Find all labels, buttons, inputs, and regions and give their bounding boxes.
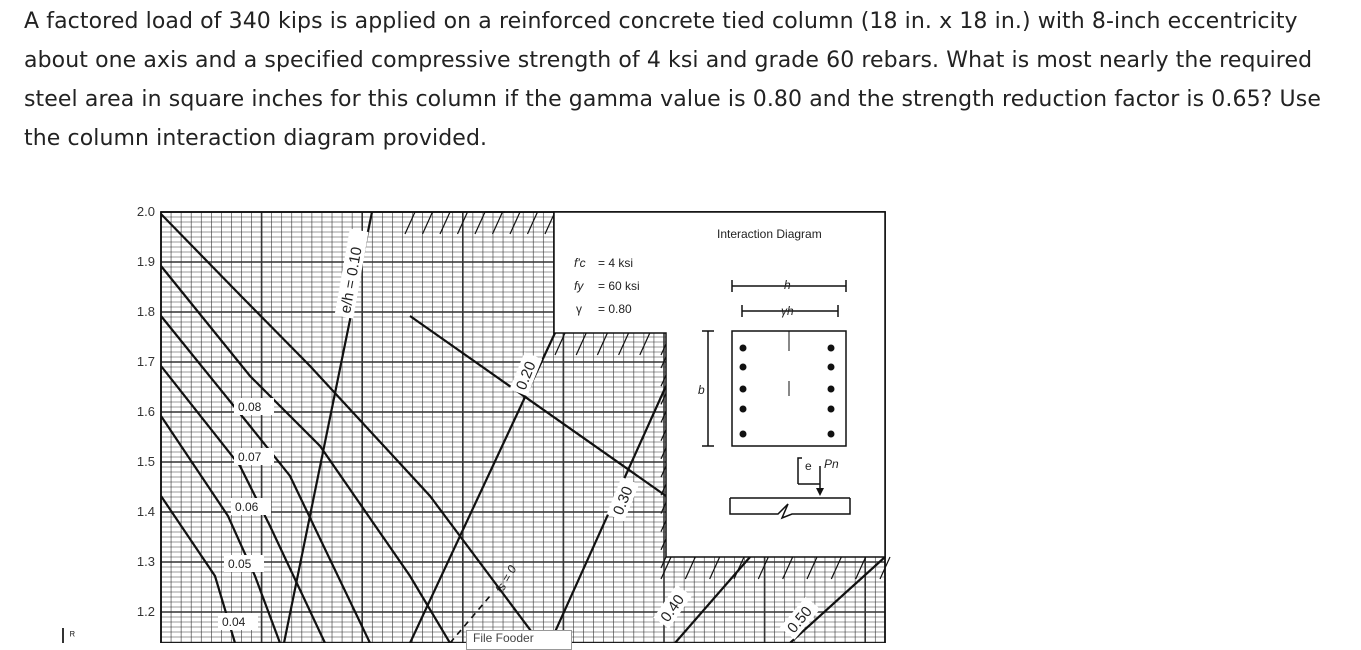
hatch-mark — [758, 557, 768, 579]
interaction-diagram-chart — [110, 196, 900, 643]
param-fc-value: = 4 ksi — [598, 256, 634, 270]
y-axis-stub-label: ᴿ — [70, 630, 75, 642]
eh-label: 0.40 — [657, 591, 689, 626]
y-tick-label: 1.4 — [136, 504, 155, 519]
y-tick-label: 1.6 — [136, 404, 155, 419]
hatch-mark — [440, 212, 450, 234]
rho-label: 0.08 — [238, 400, 262, 414]
tooltip: File Fooder — [466, 630, 572, 650]
rho-curve-008 — [161, 266, 450, 643]
hatch-mark — [807, 557, 817, 579]
param-gamma-symbol: γ — [576, 302, 582, 316]
question-text: A factored load of 340 kips is applied on a reinforced concrete tied column (18 in. x 18 in.) with 8-inch eccentricity about one axis and a specified compressive strength of 4 ksi and grade 60 rebars. What is most nearly the required steel area in square inches for this column if the gamma value is 0.80 and the strength reduction factor is 0.65? Use the column interaction diagram provided. — [24, 9, 1321, 151]
rho-label: 0.06 — [235, 500, 259, 514]
y-axis-stub — [62, 628, 64, 643]
eh-label: 0.50 — [784, 603, 816, 637]
fs-zero-label: fs = 0 — [492, 562, 520, 596]
rho-label: 0.04 — [222, 615, 246, 629]
param-fc-symbol: f'c — [574, 256, 586, 270]
hatch-mark — [783, 557, 793, 579]
hatch-mark — [685, 557, 695, 579]
hatch-mark — [510, 212, 520, 234]
rho-label: 0.05 — [228, 557, 252, 571]
y-tick-label: 1.5 — [136, 454, 155, 469]
hatch-mark — [528, 212, 538, 234]
hatch-mark — [405, 212, 415, 234]
hatch-mark — [661, 557, 671, 579]
hatch-mark — [831, 557, 841, 579]
y-axis-ticks — [137, 204, 155, 619]
section-e-label: e — [805, 459, 812, 473]
hatch-mark — [493, 212, 503, 234]
inset-title: Interaction Diagram — [717, 227, 822, 241]
eh-label: e/h = 0.10 — [337, 245, 366, 315]
y-tick-label: 1.8 — [136, 304, 155, 319]
section-gamma-h-label: γh — [781, 304, 794, 318]
param-gamma-value: = 0.80 — [598, 302, 632, 316]
hatch-mark — [475, 212, 485, 234]
y-tick-label: 2.0 — [136, 204, 155, 219]
y-tick-label: 1.7 — [136, 354, 155, 369]
section-pn-label: Pn — [824, 457, 839, 471]
param-fy-value: = 60 ksi — [598, 279, 640, 293]
hatch-mark — [423, 212, 433, 234]
section-h-label: h — [784, 278, 791, 292]
rho-label: 0.07 — [238, 450, 262, 464]
param-fy-symbol: fy — [574, 279, 584, 293]
hatch-mark — [710, 557, 720, 579]
section-b-label: b — [698, 383, 705, 397]
eh-label: 0.20 — [512, 359, 540, 393]
y-tick-label: 1.9 — [136, 254, 155, 269]
eh-label: 0.30 — [609, 484, 637, 518]
y-tick-label: 1.3 — [136, 554, 155, 569]
rho-curve-007 — [161, 316, 370, 643]
y-tick-label: 1.2 — [136, 604, 155, 619]
